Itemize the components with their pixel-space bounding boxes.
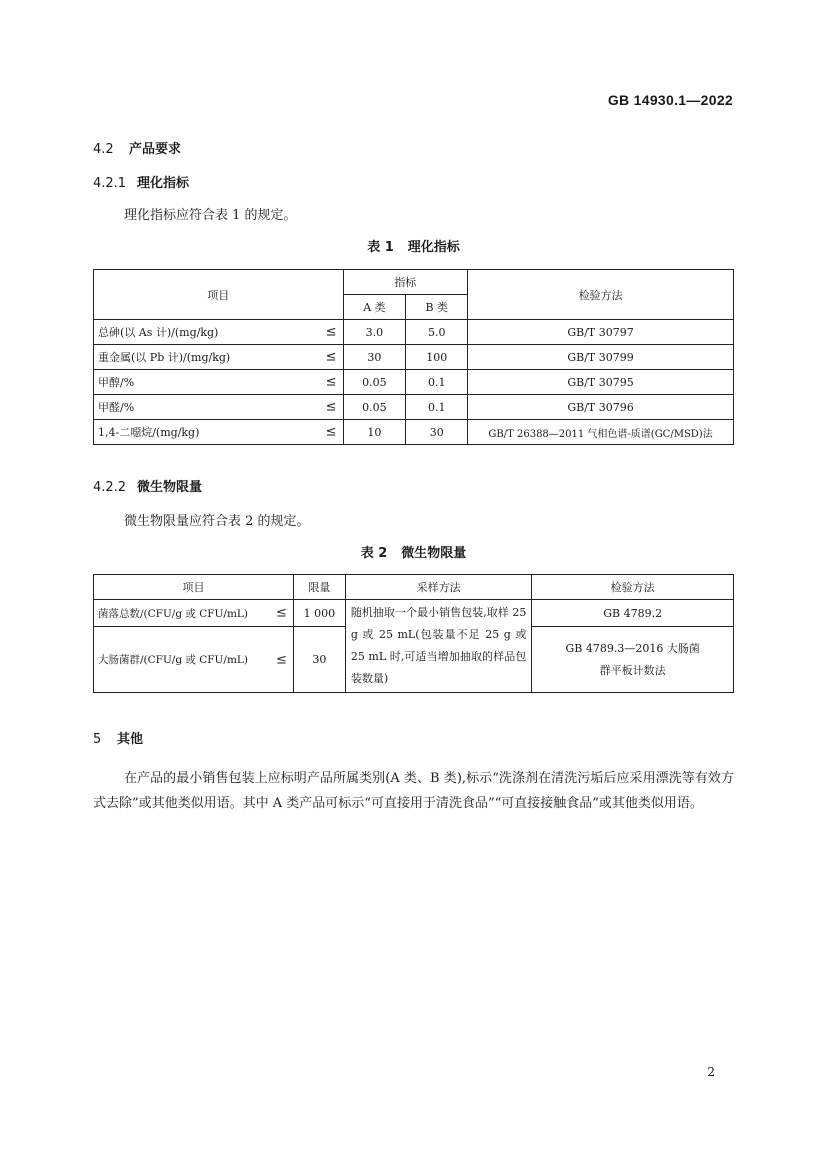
table2-caption: [0, 542, 827, 561]
row-method: GB/T 30799: [468, 345, 734, 370]
row-method: GB/T 30796: [468, 395, 734, 420]
labeling-paragraph: 在产品的最小销售包装上应标明产品所属类别(A 类、B 类),标示“洗涤剂在清洗污垢后应采用漂洗等有效方式去除”或其他类似用语。其中 A 类产品可标示“可直接用于清洗食品”“可直接接触食品”或其他类似用语。: [93, 771, 734, 811]
row-class-a: 0.05: [343, 395, 406, 420]
row-item: 甲醇/% ≤: [94, 370, 344, 395]
section-number: 4.2.1: [93, 176, 127, 191]
table-row: [94, 395, 734, 420]
section-number: 4.2.2: [93, 480, 127, 495]
row-class-a: 10: [343, 420, 406, 445]
section-4-2-1-heading: [93, 172, 189, 191]
section-5-heading: [93, 728, 143, 747]
row-item: 甲醛/% ≤: [94, 395, 344, 420]
row-class-a: 30: [343, 345, 406, 370]
standard-number: GB 14930.1—2022: [607, 92, 733, 108]
header-item: 项目: [94, 270, 344, 320]
section-number: 4.2: [93, 142, 114, 157]
row-item: 大肠菌群/(CFU/g 或 CFU/mL) ≤: [94, 627, 294, 693]
row-class-b: 30: [406, 420, 468, 445]
row-item: 重金属(以 Pb 计)/(mg/kg) ≤: [94, 345, 344, 370]
row-method: GB/T 26388—2011 气相色谱-质谱(GC/MSD)法: [468, 420, 734, 445]
header-limit: 限量: [293, 575, 345, 600]
header-index: 指标: [343, 270, 468, 295]
paragraph-table1-ref: 理化指标应符合表 1 的规定。: [124, 208, 297, 223]
row-limit: 30: [293, 627, 345, 693]
table-title: 理化指标: [407, 240, 460, 255]
header-sampling: 采样方法: [345, 575, 532, 600]
row-limit: 1 000: [293, 600, 345, 627]
header-method: 检验方法: [532, 575, 734, 600]
table-row: [94, 320, 734, 345]
row-class-b: 0.1: [406, 370, 468, 395]
table-physicochemical: [93, 269, 734, 445]
section-4-2-2-heading: [93, 476, 202, 495]
row-class-b: 5.0: [406, 320, 468, 345]
section-4-2-heading: [93, 138, 181, 157]
section-title: 其他: [117, 732, 144, 747]
row-class-a: 3.0: [343, 320, 406, 345]
row-method: GB 4789.2: [532, 600, 734, 627]
section-title: 微生物限量: [137, 480, 203, 495]
table1-caption: [0, 236, 827, 255]
row-item: 1,4-二噁烷/(mg/kg) ≤: [94, 420, 344, 445]
row-method: GB/T 30795: [468, 370, 734, 395]
header-method: 检验方法: [468, 270, 734, 320]
row-item: 菌落总数/(CFU/g 或 CFU/mL) ≤: [94, 600, 294, 627]
paragraph-table2-ref: 微生物限量应符合表 2 的规定。: [124, 514, 310, 529]
table-row: [94, 345, 734, 370]
table-microbial: [93, 574, 734, 693]
row-method: GB 4789.3—2016 大肠菌群平板计数法: [532, 627, 734, 693]
row-class-a: 0.05: [343, 370, 406, 395]
table-row: [94, 370, 734, 395]
table-row: [94, 420, 734, 445]
header-class-a: A 类: [343, 295, 406, 320]
page-number: 2: [707, 1065, 715, 1079]
table-title: 微生物限量: [401, 546, 467, 561]
section-title: 理化指标: [137, 176, 190, 191]
sampling-method: 随机抽取一个最小销售包装,取样 25 g 或 25 mL(包装量不足 25 g 或 25 mL 时,可适当增加抽取的样品包装数量): [345, 600, 532, 693]
table-number: 表 2: [360, 546, 388, 561]
table-row: [94, 600, 734, 627]
header-class-b: B 类: [406, 295, 468, 320]
row-class-b: 0.1: [406, 395, 468, 420]
section-title: 产品要求: [129, 142, 182, 157]
header-item: 项目: [94, 575, 294, 600]
row-method: GB/T 30797: [468, 320, 734, 345]
row-class-b: 100: [406, 345, 468, 370]
section-number: 5: [93, 732, 102, 747]
table-number: 表 1: [367, 240, 394, 255]
row-item: 总砷(以 As 计)/(mg/kg) ≤: [94, 320, 344, 345]
